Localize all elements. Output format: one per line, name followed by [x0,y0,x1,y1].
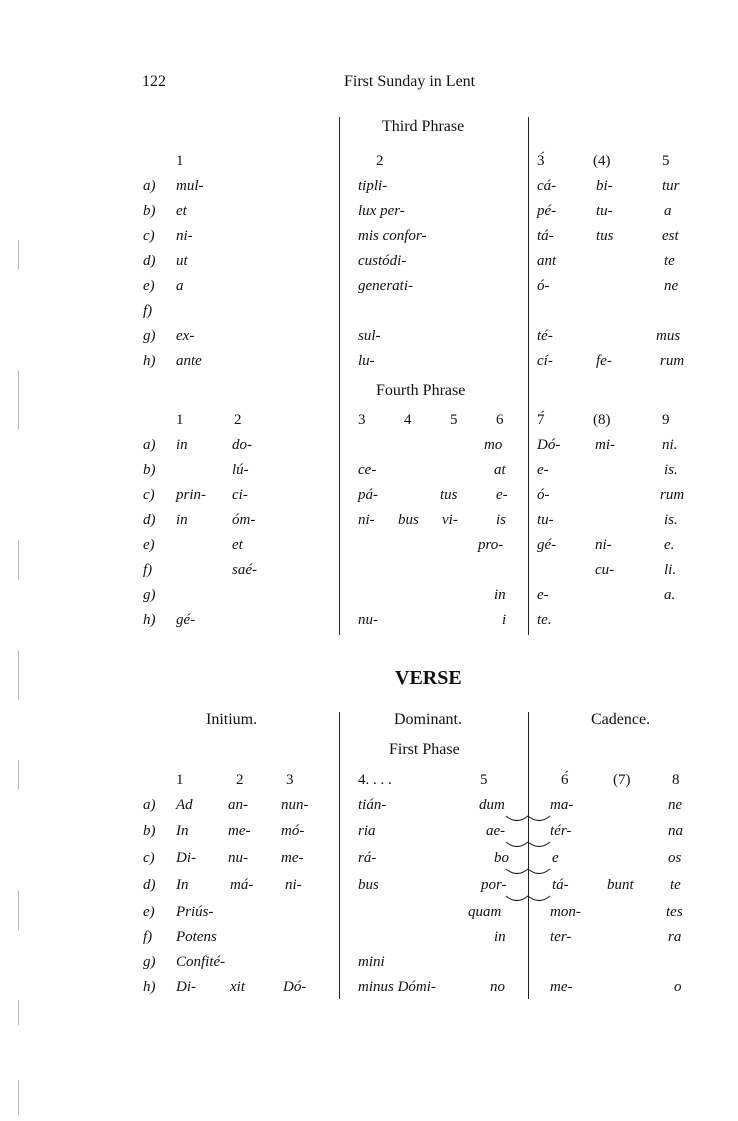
syllable: vi- [442,512,458,528]
syllable: i [502,612,507,628]
syllable: ma- [550,797,574,813]
syllable: tá- [537,228,554,244]
syllable: In [176,823,189,839]
column-header: 1 [176,772,184,788]
syllable: cá- [537,178,557,194]
syllable: at [494,462,506,478]
syllable: lu- [358,353,375,369]
first-phase-title: First Phase [389,741,460,758]
row-label: h) [143,612,156,628]
syllable: ó- [537,278,550,294]
row-label: b) [143,823,156,839]
row-label: d) [143,253,156,269]
syllable: tu- [596,203,613,219]
syllable: má- [230,877,254,893]
syllable: te. [537,612,552,628]
syllable: bunt [607,877,634,893]
syllable: ant [537,253,557,269]
dominant-title: Dominant. [394,711,462,728]
column-header: (8) [593,412,611,428]
syllable: ne [668,797,683,813]
row-label: h) [143,353,156,369]
syllable: tá- [552,877,569,893]
syllable: e- [537,587,549,603]
column-header: 3 [286,772,294,788]
row-label: a) [143,797,156,813]
slur-mark [506,869,550,874]
syllable: gé- [537,537,557,553]
syllable: rum [660,353,685,369]
column-header: 5 [450,412,458,428]
syllable: ra [668,929,682,945]
syllable: saé- [232,562,257,578]
syllable: ria [358,823,376,839]
column-header: 6 [496,412,504,428]
running-title: First Sunday in Lent [344,73,476,90]
syllable: Confité- [176,954,226,970]
syllable: xit [230,979,245,995]
syllable: mis confor- [358,228,427,244]
syllable: mini [358,954,385,970]
row-label: a) [143,178,156,194]
fourth-phrase-title: Fourth Phrase [376,382,466,399]
syllable: In [176,877,189,893]
syllable: generati- [358,278,413,294]
row-label: f) [143,303,153,319]
syllable: ni- [176,228,193,244]
initium-title: Initium. [206,711,258,728]
syllable: gé- [176,612,196,628]
syllable: no [490,979,505,995]
syllable: rum [660,487,685,503]
syllable: a [664,203,672,219]
row-label: e) [143,904,155,920]
syllable: te [664,253,675,269]
column-header: 7́ [537,412,545,428]
syllable: cí- [537,353,553,369]
syllable: ce- [358,462,377,478]
verse-title: VERSE [395,667,462,689]
syllable: mi- [595,437,615,453]
syllable: bi- [596,178,613,194]
column-header: 5 [480,772,488,788]
syllable: mó- [281,823,305,839]
slur-mark [506,816,550,821]
syllable: lux per- [358,203,405,219]
syllable: mul- [176,178,204,194]
syllable: nu- [228,850,248,866]
row-label: d) [143,877,156,893]
syllable: mus [656,328,681,344]
slur-mark [506,896,550,901]
syllable: is [496,512,507,528]
column-header: 2 [234,412,242,428]
syllable: rá- [358,850,377,866]
column-header: 2 [236,772,244,788]
column-header: 9 [662,412,670,428]
syllable: in [494,587,506,603]
syllable: pá- [358,487,378,503]
syllable: ne [664,278,679,294]
syllable: Priús- [176,904,214,920]
syllable: nu- [358,612,378,628]
syllable: li. [664,562,677,578]
syllable: is. [664,512,678,528]
column-header: 1 [176,153,184,169]
syllable: Ad [176,797,193,813]
column-header: 1 [176,412,184,428]
syllable: et [232,537,243,553]
row-label: g) [143,587,156,603]
syllable: lú- [232,462,249,478]
row-label: h) [143,979,156,995]
syllable: et [176,203,187,219]
syllable: e [552,850,559,866]
syllable: me- [228,823,251,839]
syllable: in [176,437,188,453]
syllable: tus [596,228,614,244]
column-header: (7) [613,772,631,788]
syllable: ae- [486,823,506,839]
syllable: me- [550,979,573,995]
syllable: a. [664,587,676,603]
column-header: 6́ [561,772,569,788]
column-header: 4 [404,412,412,428]
row-label: g) [143,954,156,970]
syllable: pé- [537,203,557,219]
row-label: b) [143,462,156,478]
syllable: e- [537,462,549,478]
syllable: tér- [550,823,572,839]
syllable: ni- [285,877,302,893]
syllable: in [176,512,188,528]
column-header: 3́ [537,153,545,169]
syllable: quam [468,904,502,920]
syllable: ut [176,253,188,269]
syllable: prin- [176,487,206,503]
syllable: o [674,979,682,995]
syllable: ante [176,353,202,369]
third-phrase-title: Third Phrase [382,118,465,135]
syllable: custódi- [358,253,407,269]
page-number: 122 [142,73,166,90]
syllable: Di- [176,979,196,995]
syllable: ni. [662,437,678,453]
syllable: a [176,278,184,294]
syllable: mo [484,437,503,453]
syllable: Di- [176,850,196,866]
syllable: sul- [358,328,381,344]
row-label: g) [143,328,156,344]
syllable: pro- [478,537,504,553]
syllable: cu- [595,562,615,578]
column-header: 5 [662,153,670,169]
row-label: b) [143,203,156,219]
row-label: c) [143,228,155,244]
syllable: te [670,877,681,893]
syllable: ter- [550,929,572,945]
syllable: is. [664,462,678,478]
syllable: tes [666,904,683,920]
syllable: dum [479,797,505,813]
syllable: e. [664,537,675,553]
syllable: ó- [537,487,550,503]
syllable: Dó- [537,437,561,453]
syllable: té- [537,328,553,344]
cadence-title: Cadence. [591,711,651,728]
syllable: an- [228,797,248,813]
syllable: mon- [550,904,581,920]
row-label: e) [143,278,155,294]
slur-mark [506,842,550,847]
syllable: óm- [232,512,256,528]
syllable: bo [494,850,509,866]
syllable: nun- [281,797,309,813]
syllable: tus [440,487,458,503]
syllable: me- [281,850,304,866]
column-header: 8 [672,772,680,788]
syllable: minus Dómi- [358,979,436,995]
syllable: e- [496,487,508,503]
syllable: ni- [595,537,612,553]
syllable: do- [232,437,252,453]
syllable: os [668,850,682,866]
row-label: c) [143,487,155,503]
row-label: f) [143,562,153,578]
row-label: a) [143,437,156,453]
syllable: ni- [358,512,375,528]
column-header: 3 [358,412,366,428]
syllable: por- [481,877,507,893]
column-header: (4) [593,153,611,169]
syllable: na [668,823,683,839]
row-label: d) [143,512,156,528]
syllable: tipli- [358,178,388,194]
column-header: 4. . . . [358,772,392,788]
row-label: c) [143,850,155,866]
syllable: bus [398,512,419,528]
syllable: est [662,228,679,244]
syllable: in [494,929,506,945]
column-header: 2 [376,153,384,169]
syllable: tu- [537,512,554,528]
row-label: f) [143,929,153,945]
syllable: Dó- [283,979,307,995]
row-label: e) [143,537,155,553]
syllable: ex- [176,328,195,344]
syllable: tián- [358,797,387,813]
syllable: bus [358,877,379,893]
syllable: fe- [596,353,612,369]
syllable: Potens [176,929,217,945]
syllable: tur [662,178,680,194]
syllable: ci- [232,487,248,503]
